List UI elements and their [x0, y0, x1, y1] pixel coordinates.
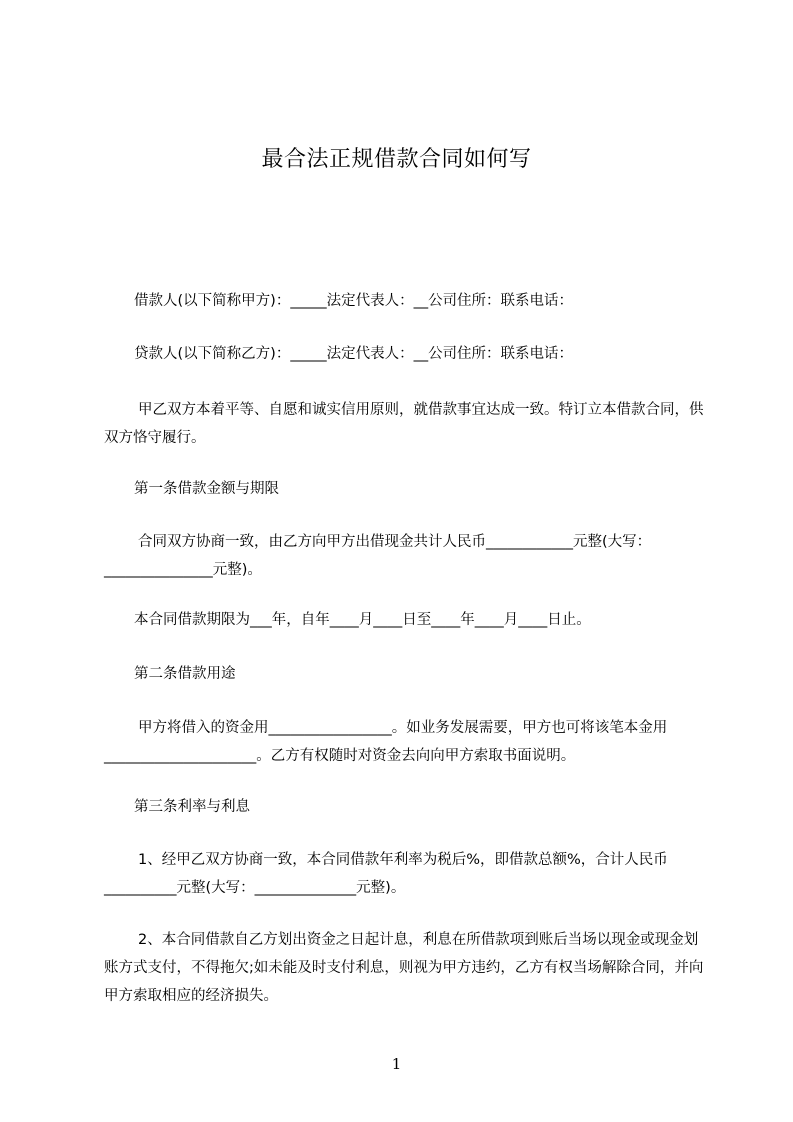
- borrower-line: 借款人(以下简称甲方)：_____法定代表人：__公司住所：联系电话：: [134, 293, 574, 309]
- article-1-heading: 第一条借款金额与期限: [134, 481, 279, 497]
- preamble-paragraph: 甲乙双方本着平等、自愿和诚实信用原则，就借款事宜达成一致。特订立本借款合同，供双方恪守履行。: [104, 402, 704, 446]
- article-2-heading: 第二条借款用途: [134, 666, 236, 682]
- article-2-purpose-paragraph: 甲方将借入的资金用_________________。如业务发展需要，甲方也可将该笔本金用_____________________。乙方有权随时对资金去向向甲方索取书面说明。: [104, 720, 668, 764]
- article-1-term-paragraph: 本合同借款期限为___年，自年____月____日至____年____月____日止。: [134, 612, 591, 628]
- lender-line: 贷款人(以下简称乙方)：_____法定代表人：__公司住所：联系电话：: [134, 346, 574, 362]
- document-title: 最合法正规借款合同如何写: [261, 147, 532, 172]
- page-number: 1: [391, 1055, 402, 1073]
- article-1-amount-paragraph: 合同双方协商一致，由乙方向甲方出借现金共计人民币____________元整(大写：_______________元整)。: [104, 534, 652, 578]
- article-3-clause-1: 1、经甲乙双方协商一致，本合同借款年利率为税后%，即借款总额%，合计人民币__________元整(大写：______________元整)。: [104, 852, 668, 896]
- article-3-heading: 第三条利率与利息: [134, 799, 250, 815]
- article-3-clause-2: 2、本合同借款自乙方划出资金之日起计息，利息在所借款项到账后当场以现金或现金划账方式支付，不得拖欠;如未能及时支付利息，则视为甲方违约，乙方有权当场解除合同，并向甲方索取相应的经济损失。: [104, 932, 704, 1004]
